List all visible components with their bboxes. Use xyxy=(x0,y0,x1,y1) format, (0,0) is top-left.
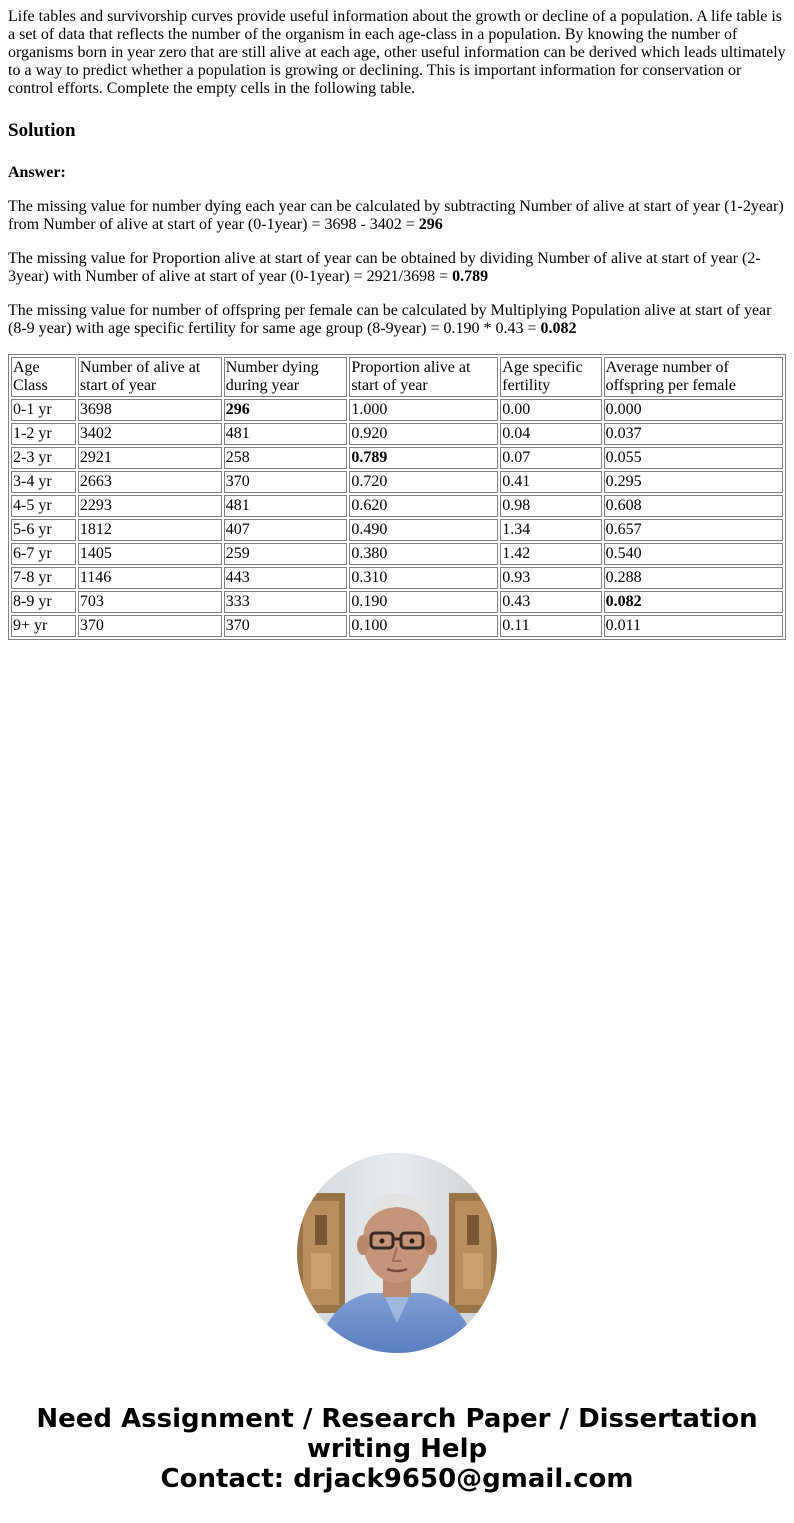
author-avatar xyxy=(297,1153,497,1353)
table-cell: 0.288 xyxy=(604,567,783,589)
table-cell: 6-7 yr xyxy=(11,543,76,565)
intro-paragraph: Life tables and survivorship curves provide useful information about the growth or decline of a population. A life table is a set of data that reflects the number of the organism in each age-class in a population. By knowing the number of organisms born in year zero that are still alive at each age, other useful information can be derived which leads ultimately to a way to predict whether a population is growing or declining. This is important information for conservation or control efforts. Complete the empty cells in the following table. xyxy=(8,8,786,97)
table-cell: 370 xyxy=(78,615,222,637)
table-cell: 0.055 xyxy=(604,447,783,469)
table-cell: 0.11 xyxy=(500,615,601,637)
table-cell: 0-1 yr xyxy=(11,399,76,421)
table-header-cell: Average number of offspring per female xyxy=(604,357,783,397)
table-cell: 0.295 xyxy=(604,471,783,493)
table-cell: 0.720 xyxy=(349,471,498,493)
table-cell: 296 xyxy=(224,399,348,421)
table-row xyxy=(11,615,783,637)
table-cell: 0.04 xyxy=(500,423,601,445)
table-cell: 443 xyxy=(224,567,348,589)
table-cell: 703 xyxy=(78,591,222,613)
table-cell: 481 xyxy=(224,423,348,445)
table-cell: 1.34 xyxy=(500,519,601,541)
table-cell: 1-2 yr xyxy=(11,423,76,445)
life-table xyxy=(8,354,786,640)
table-cell: 407 xyxy=(224,519,348,541)
document-body xyxy=(0,0,794,640)
explanation-result: 0.082 xyxy=(540,320,577,337)
footer-contact: Contact: drjack9650@gmail.com xyxy=(160,1464,634,1494)
table-row xyxy=(11,591,783,613)
table-cell: 0.037 xyxy=(604,423,783,445)
table-cell: 0.190 xyxy=(349,591,498,613)
table-cell: 0.07 xyxy=(500,447,601,469)
footer-line: Need Assignment / Research Paper / Dissertation xyxy=(36,1404,758,1434)
footer-line: writing Help xyxy=(306,1434,488,1464)
table-cell: 1405 xyxy=(78,543,222,565)
table-cell: 481 xyxy=(224,495,348,517)
footer-banner xyxy=(0,1404,794,1494)
table-row xyxy=(11,423,783,445)
table-cell: 0.540 xyxy=(604,543,783,565)
table-header-cell: Age specific fertility xyxy=(500,357,601,397)
table-cell: 9+ yr xyxy=(11,615,76,637)
table-row xyxy=(11,399,783,421)
table-row xyxy=(11,567,783,589)
explanation-paragraph xyxy=(8,302,786,338)
explanation-text: The missing value for number dying each year can be calculated by subtracting Number of alive at start of year (1-2year) from Number of alive at start of year (0-1year) = 3698 - 3402 = xyxy=(8,198,784,233)
table-row xyxy=(11,447,783,469)
table-cell: 3-4 yr xyxy=(11,471,76,493)
table-cell: 0.490 xyxy=(349,519,498,541)
table-cell: 0.608 xyxy=(604,495,783,517)
table-cell: 0.000 xyxy=(604,399,783,421)
table-row xyxy=(11,519,783,541)
table-cell: 0.98 xyxy=(500,495,601,517)
table-cell: 5-6 yr xyxy=(11,519,76,541)
table-cell: 333 xyxy=(224,591,348,613)
table-cell: 4-5 yr xyxy=(11,495,76,517)
table-cell: 1812 xyxy=(78,519,222,541)
table-cell: 2663 xyxy=(78,471,222,493)
table-cell: 1146 xyxy=(78,567,222,589)
table-header-cell: Number dying during year xyxy=(224,357,348,397)
table-cell: 0.789 xyxy=(349,447,498,469)
table-cell: 1.42 xyxy=(500,543,601,565)
table-cell: 0.620 xyxy=(349,495,498,517)
author-photo-icon xyxy=(297,1153,497,1353)
table-header-cell: Age Class xyxy=(11,357,76,397)
table-row xyxy=(11,543,783,565)
explanation-paragraph xyxy=(8,250,786,286)
table-cell: 0.011 xyxy=(604,615,783,637)
explanation-result: 296 xyxy=(418,216,443,233)
table-cell: 0.43 xyxy=(500,591,601,613)
table-row xyxy=(11,495,783,517)
answer-label: Answer: xyxy=(8,164,66,181)
table-cell: 0.380 xyxy=(349,543,498,565)
table-header-row xyxy=(11,357,783,397)
explanation-text: The missing value for number of offspring per female can be calculated by Multiplying Population alive at start of year (8-9 year) with age specific fertility for same age group (8-9year) = 0.190 * 0.43 = xyxy=(8,302,772,337)
table-cell: 370 xyxy=(224,615,348,637)
table-cell: 0.082 xyxy=(604,591,783,613)
table-cell: 0.93 xyxy=(500,567,601,589)
table-cell: 2-3 yr xyxy=(11,447,76,469)
solution-heading: Solution xyxy=(8,120,76,141)
table-row xyxy=(11,471,783,493)
table-cell: 2293 xyxy=(78,495,222,517)
table-cell: 0.00 xyxy=(500,399,601,421)
table-cell: 259 xyxy=(224,543,348,565)
table-cell: 0.100 xyxy=(349,615,498,637)
table-cell: 7-8 yr xyxy=(11,567,76,589)
explanation-paragraph xyxy=(8,198,786,234)
table-cell: 3402 xyxy=(78,423,222,445)
table-cell: 258 xyxy=(224,447,348,469)
table-cell: 8-9 yr xyxy=(11,591,76,613)
table-cell: 0.310 xyxy=(349,567,498,589)
explanation-text: The missing value for Proportion alive at start of year can be obtained by dividing Number of alive at start of year (2-3year) with Number of alive at start of year (0-1year) = 2921/3698 = xyxy=(8,250,761,285)
explanation-result: 0.789 xyxy=(452,268,489,285)
table-cell: 0.920 xyxy=(349,423,498,445)
table-cell: 0.41 xyxy=(500,471,601,493)
table-cell: 3698 xyxy=(78,399,222,421)
table-cell: 2921 xyxy=(78,447,222,469)
table-cell: 370 xyxy=(224,471,348,493)
table-header-cell: Proportion alive at start of year xyxy=(349,357,498,397)
table-cell: 1.000 xyxy=(349,399,498,421)
table-cell: 0.657 xyxy=(604,519,783,541)
table-header-cell: Number of alive at start of year xyxy=(78,357,222,397)
